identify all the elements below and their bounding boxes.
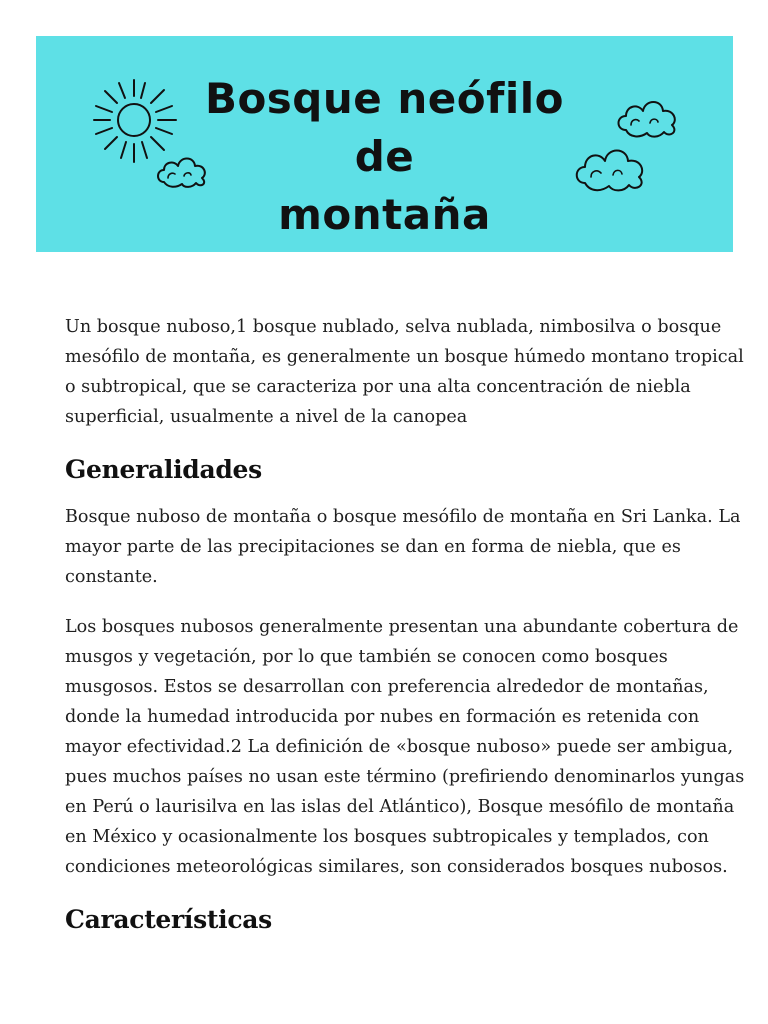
article-body	[65, 312, 745, 952]
section-heading-caracteristicas: Características	[65, 905, 272, 934]
title-line: Bosque neófilo	[204, 74, 565, 123]
section-heading-generalidades: Generalidades	[65, 455, 262, 484]
paragraph: Los bosques nubosos generalmente presentan una abundante cobertura de musgos y vegetación, por lo que también se conocen como bosques musgosos. Estos se desarrollan con preferencia alrededor de montañas, donde la humedad introducida por nubes en formación es retenida con mayor efectividad.2 La definición de «bosque nuboso» puede ser ambigua, pues muchos países no usan este término (prefiriendo denominarlos yungas en Perú o laurisilva en las islas del Atlántico), Bosque mesófilo de montaña en México y ocasionalmente los bosques subtropicales y templados, con condiciones meteorológicas similares, son considerados bosques nubosos.	[65, 617, 745, 877]
paragraph: Bosque nuboso de montaña o bosque mesófilo de montaña en Sri Lanka. La mayor parte de las precipitaciones se dan en forma de niebla, que es constante.	[65, 507, 741, 587]
cloud-icon	[572, 138, 650, 194]
title-banner	[36, 36, 733, 252]
title-line: de	[354, 132, 415, 181]
intro-paragraph: Un bosque nuboso,1 bosque nublado, selva nublada, nimbosilva o bosque mesófilo de montaña, es generalmente un bosque húmedo montano tropical o subtropical, que se caracteriza por una alta concentración de niebla superficial, usualmente a nivel de la canopea	[65, 317, 744, 427]
cloud-icon	[614, 92, 682, 140]
title-line: montaña	[278, 190, 491, 239]
page-title	[186, 70, 583, 244]
